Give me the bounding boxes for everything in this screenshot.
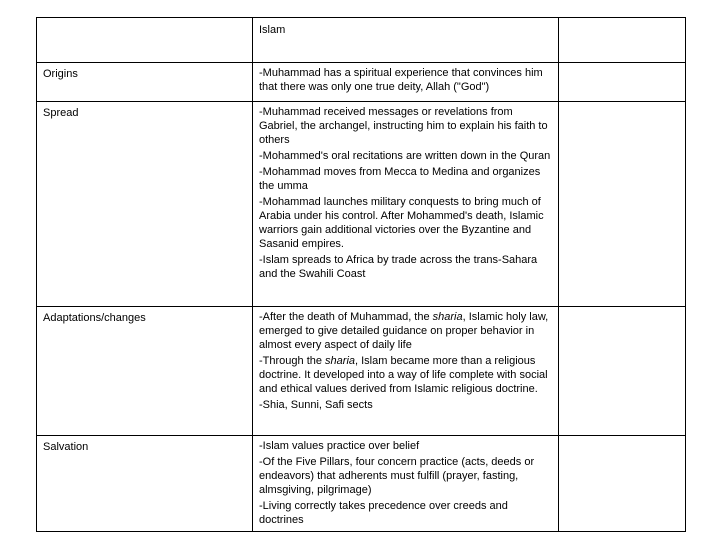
salvation-line-1: -Islam values practice over belief [259, 440, 420, 452]
row-label-adaptations: Adaptations/changes [43, 312, 146, 324]
adaptations-line-1 [259, 310, 552, 352]
row-content-cell-salvation [253, 436, 559, 532]
spread-line-3: -Mohammad moves from Mecca to Medina and organizes the umma [259, 166, 541, 192]
salvation-line-3: -Living correctly takes precedence over creeds and doctrines [259, 500, 508, 526]
table-row-origins [37, 63, 686, 102]
line-text: -Through the [259, 355, 326, 367]
origins-line-1: -Muhammad has a spiritual experience that convinces him that there was only one true deity, Allah ("God") [259, 67, 543, 93]
table-header-row [37, 18, 686, 63]
row-label-cell [37, 63, 253, 102]
table-row-salvation [37, 436, 686, 532]
line-text: , Islam became more than a religious doctrine. It developed into a way of life complete with social and ethical values derived from Islamic religious doctrine. [259, 355, 548, 395]
table-row-spread [37, 102, 686, 307]
adaptations-line-2 [259, 354, 552, 396]
row-content-cell-adaptations [253, 307, 559, 436]
sharia-term: sharia [432, 311, 463, 323]
spread-line-5: -Islam spreads to Africa by trade across the trans-Sahara and the Swahili Coast [259, 254, 538, 280]
row-content-cell-origins [253, 63, 559, 102]
comparison-table [36, 17, 686, 532]
row-label-cell [37, 102, 253, 307]
line-text: -After the death of Muhammad, the [259, 311, 433, 323]
sharia-term: sharia [325, 355, 356, 367]
row-label-origins: Origins [43, 68, 78, 80]
row-label-cell [37, 436, 253, 532]
table-row-adaptations [37, 307, 686, 436]
spread-line-2: -Mohammed's oral recitations are written down in the Quran [259, 150, 551, 162]
salvation-line-2: -Of the Five Pillars, four concern practice (acts, deeds or endeavors) that adherents must fulfill (prayer, fasting, almsgiving, pilgrimage) [259, 456, 535, 496]
row-content-cell-spread [253, 102, 559, 307]
header-cell-islam: Islam [253, 18, 559, 63]
adaptations-line-3: -Shia, Sunni, Safi sects [259, 399, 373, 411]
spread-line-4: -Mohammad launches military conquests to bring much of Arabia under his control. After Mohammed's death, Islamic warriors gain additional victories over the Byzantine and Sasanid empires. [259, 196, 544, 250]
line-text: , Islamic holy law, emerged to give detailed guidance on proper behavior in almost every aspect of daily life [259, 311, 549, 351]
row-empty-cell [559, 63, 686, 102]
row-label-cell [37, 307, 253, 436]
row-empty-cell [559, 436, 686, 532]
row-empty-cell [559, 307, 686, 436]
spread-line-1: -Muhammad received messages or revelations from Gabriel, the archangel, instructing him to explain his faith to others [259, 106, 548, 146]
row-empty-cell [559, 102, 686, 307]
header-cell-blank-left [37, 18, 253, 63]
row-label-spread: Spread [43, 107, 79, 119]
row-label-salvation: Salvation [43, 441, 89, 453]
header-cell-blank-right [559, 18, 686, 63]
